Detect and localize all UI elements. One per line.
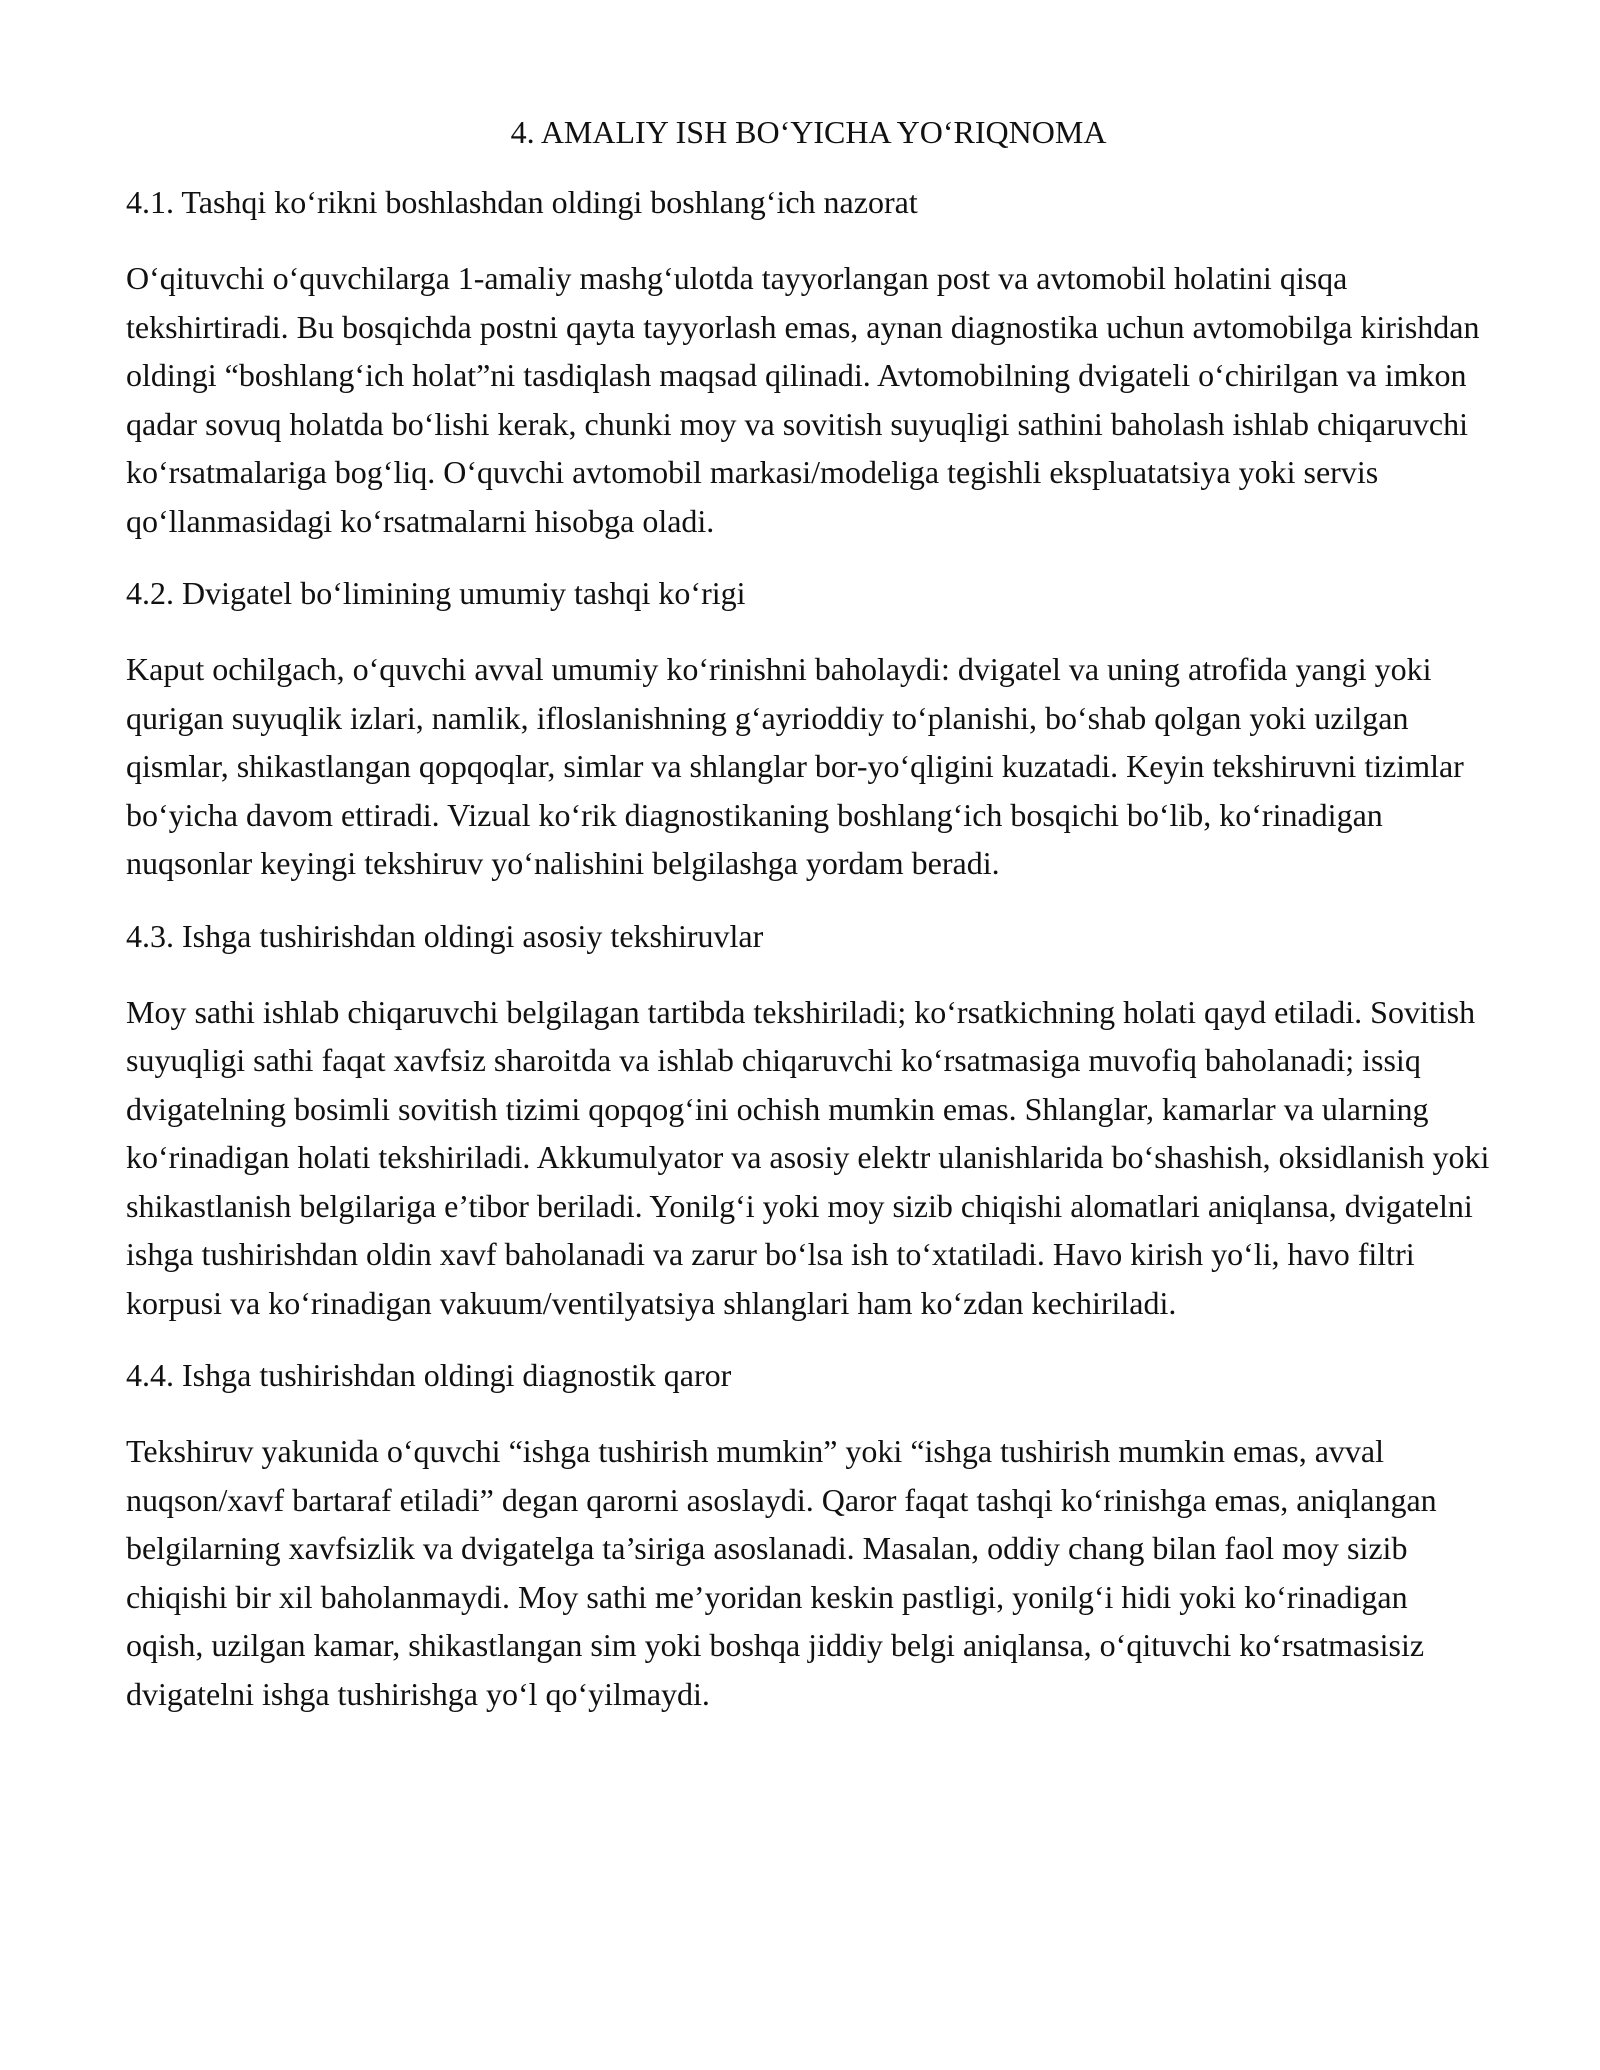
- section-heading: 4.4. Ishga tushirishdan oldingi diagnostik qaror: [126, 1357, 732, 1393]
- section-4-2: [126, 571, 1491, 888]
- section-heading: 4.3. Ishga tushirishdan oldingi asosiy tekshiruvlar: [126, 917, 764, 954]
- section-4-1: [126, 180, 1491, 545]
- document-title: 4. AMALIY ISH BO‘YICHA YO‘RIQNOMA: [510, 114, 1107, 150]
- section-heading: 4.2. Dvigatel bo‘limining umumiy tashqi ko‘rigi: [126, 575, 746, 611]
- section-paragraph: Moy sathi ishlab chiqaruvchi belgilagan tartibda tekshiriladi; ko‘rsatkichning holati qayd etiladi. Sovitish suyuqligi sathi faqat xavfsiz sharoitda va ishlab chiqaruvchi ko‘rsatmasiga muvofiq baholanadi; issiq dvigatelning bosimli sovitish tizimi qopqog‘ini ochish mumkin emas. Shlanglar, kamarlar va ularning ko‘rinadigan holati tekshiriladi. Akkumulyator va asosiy elektr ulanishlarida bo‘shashish, oksidlanish yoki shikastlanish belgilariga e’tibor beriladi. Yonilg‘i yoki moy sizib chiqishi alomatlari aniqlansa, dvigatelni ishga tushirishdan oldin xavf baholanadi va zarur bo‘lsa ish to‘xtatiladi. Havo kirish yo‘li, havo filtri korpusi va ko‘rinadigan vakuum/ventilyatsiya shlanglari ham ko‘zdan kechiriladi.: [126, 993, 1490, 1321]
- section-heading: 4.1. Tashqi ko‘rikni boshlashdan oldingi boshlang‘ich nazorat: [126, 184, 918, 220]
- section-paragraph: Kaput ochilgach, o‘quvchi avval umumiy ko‘rinishni baholaydi: dvigatel va uning atrofida yangi yoki qurigan suyuqlik izlari, namlik, ifloslanishning g‘ayrioddiy to‘planishi, bo‘shab qolgan yoki uzilgan qismlar, shikastlangan qopqoqlar, simlar va shlanglar bor-yo‘qligini kuzatadi. Keyin tekshiruvni tizimlar bo‘yicha davom ettiradi. Vizual ko‘rik diagnostikaning boshlang‘ich bosqichi bo‘lib, ko‘rinadigan nuqsonlar keyingi tekshiruv yo‘nalishini belgilashga yordam beradi.: [126, 651, 1464, 881]
- section-paragraph: Tekshiruv yakunida o‘quvchi “ishga tushirish mumkin” yoki “ishga tushirish mumkin emas, avval nuqson/xavf bartaraf etiladi” degan qarorni asoslaydi. Qaror faqat tashqi ko‘rinishga emas, aniqlangan belgilarning xavfsizlik va dvigatelga ta’siriga asoslanadi. Masalan, oddiy chang bilan faol moy sizib chiqishi bir xil baholanmaydi. Moy sathi me’yoridan keskin pastligi, yonilg‘i hidi yoki ko‘rinadigan oqish, uzilgan kamar, shikastlangan sim yoki boshqa jiddiy belgi aniqlansa, o‘qituvchi ko‘rsatmasisiz dvigatelni ishga tushirishga yo‘l qo‘yilmaydi.: [126, 1433, 1437, 1712]
- document-page: [126, 110, 1491, 1744]
- section-paragraph: O‘qituvchi o‘quvchilarga 1-amaliy mashg‘ulotda tayyorlangan post va avtomobil holatini qisqa tekshirtiradi. Bu bosqichda postni qayta tayyorlash emas, aynan diagnostika uchun avtomobilga kirishdan oldingi “boshlang‘ich holat”ni tasdiqlash maqsad qilinadi. Avtomobilning dvigateli o‘chirilgan va imkon qadar sovuq holatda bo‘lishi kerak, chunki moy va sovitish suyuqligi sathini baholash ishlab chiqaruvchi ko‘rsatmalariga bog‘liq. O‘quvchi avtomobil markasi/modeliga tegishli ekspluatatsiya yoki servis qo‘llanmasidagi ko‘rsatmalarni hisobga oladi.: [126, 260, 1480, 539]
- section-4-3: [126, 914, 1491, 1328]
- section-4-4: [126, 1353, 1491, 1718]
